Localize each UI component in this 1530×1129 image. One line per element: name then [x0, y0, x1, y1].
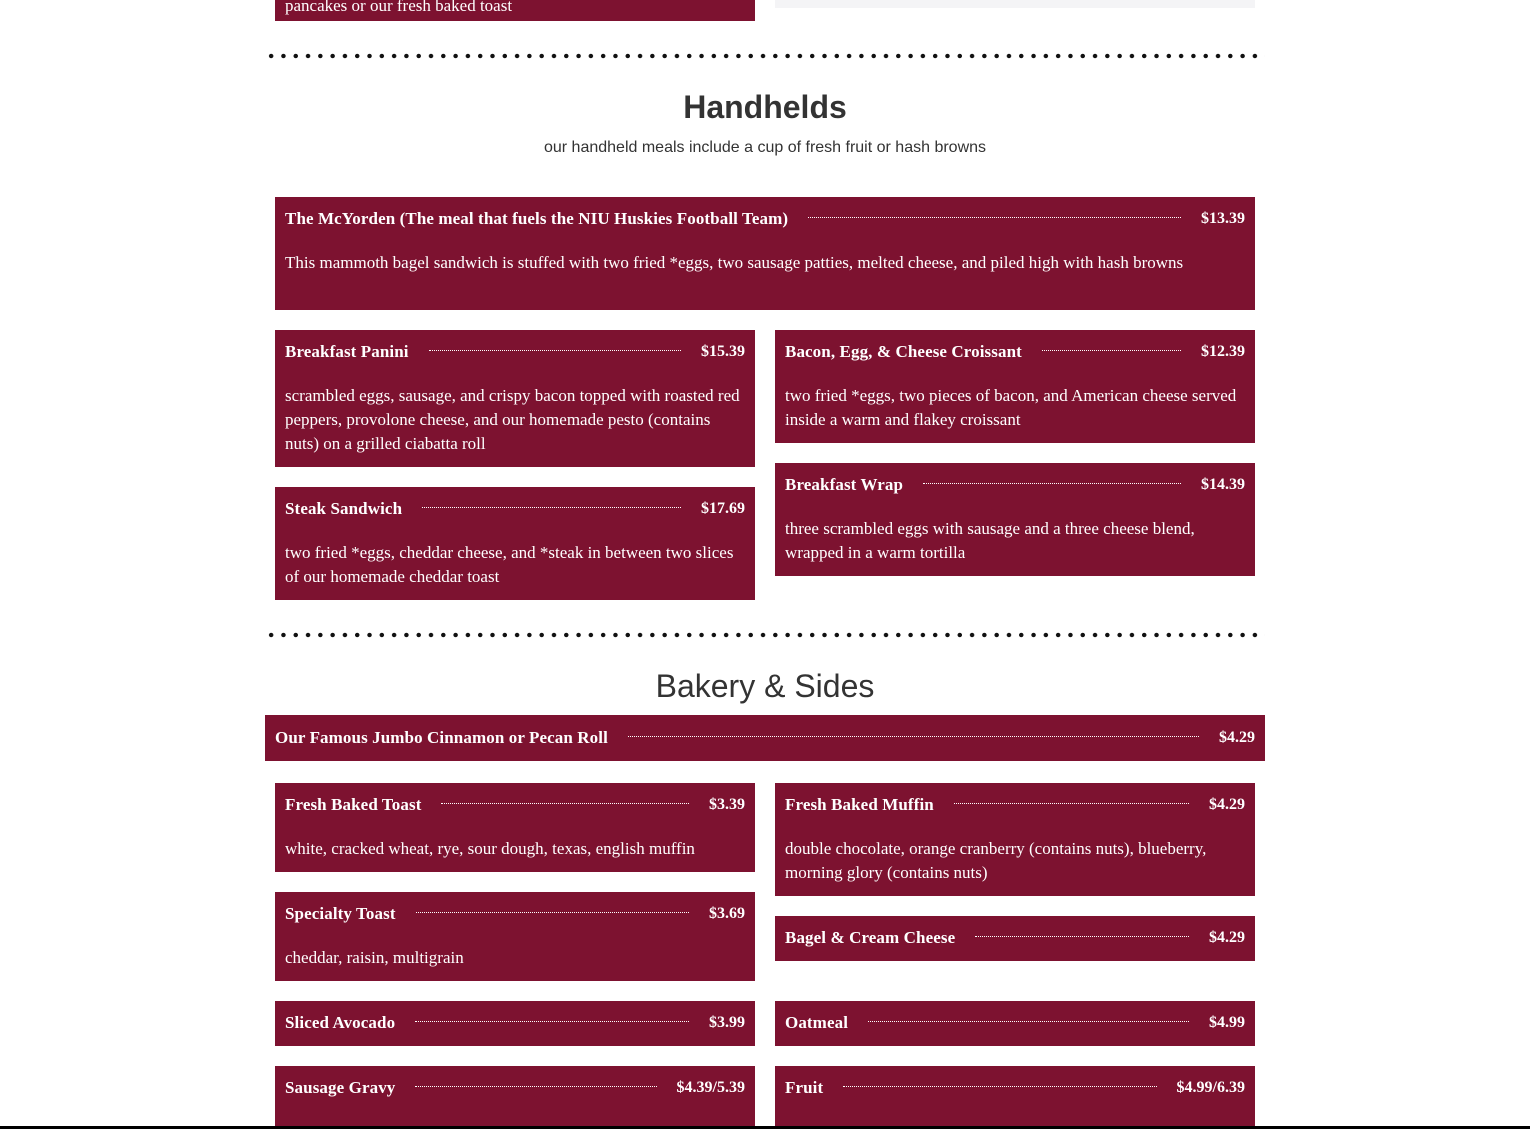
menu-item-name: Fresh Baked Muffin — [785, 795, 934, 814]
menu-item-name: Fresh Baked Toast — [285, 795, 422, 814]
menu-item-card — [275, 1001, 755, 1046]
menu-item-price: $3.69 — [709, 905, 745, 922]
menu-item-card — [275, 197, 1255, 310]
menu-item-card — [275, 487, 755, 600]
menu-item-price: $13.39 — [1201, 210, 1245, 227]
menu-item-card — [265, 715, 1265, 761]
menu-item-card — [775, 330, 1255, 443]
menu-item-card — [775, 1066, 1255, 1129]
menu-item-price: $4.39/5.39 — [676, 1079, 745, 1096]
menu-item-price: $12.39 — [1201, 343, 1245, 360]
dotted-leader — [415, 1021, 689, 1022]
dotted-divider — [265, 53, 1265, 59]
menu-item-name: Our Famous Jumbo Cinnamon or Pecan Roll — [275, 728, 608, 747]
dotted-leader — [416, 912, 689, 913]
menu-item-price: $4.99 — [1209, 1014, 1245, 1031]
menu-item-name: Specialty Toast — [285, 904, 396, 923]
menu-item-name: Sausage Gravy — [285, 1078, 396, 1097]
menu-item-description: double chocolate, orange cranberry (contains nuts), blueberry, morning glory (contains nuts) — [785, 839, 1207, 882]
menu-item-price: $3.99 — [709, 1014, 745, 1031]
faint-card-edge — [775, 0, 1255, 8]
menu-item-price: $4.29 — [1209, 796, 1245, 813]
menu-item-price: $4.29 — [1219, 729, 1255, 746]
dotted-divider — [265, 632, 1265, 638]
menu-item-card — [775, 783, 1255, 896]
dotted-leader — [843, 1086, 1156, 1087]
menu-item-card — [775, 463, 1255, 576]
dotted-leader — [1042, 350, 1181, 351]
menu-item-price: $15.39 — [701, 343, 745, 360]
menu-item-name: The McYorden (The meal that fuels the NIU Huskies Football Team) — [285, 209, 789, 228]
menu-item-name: Fruit — [785, 1078, 824, 1097]
menu-item-price: $3.39 — [709, 796, 745, 813]
menu-item-name: Oatmeal — [785, 1013, 849, 1032]
dotted-leader — [868, 1021, 1189, 1022]
menu-item-card — [775, 1001, 1255, 1046]
menu-item-description: This mammoth bagel sandwich is stuffed with two fried *eggs, two sausage patties, melted cheese, and piled high with hash browns — [285, 253, 1184, 272]
section-subtitle: our handheld meals include a cup of fresh fruit or hash browns — [543, 139, 987, 156]
menu-item-name: Breakfast Wrap — [785, 475, 904, 494]
menu-item-description: pancakes or our fresh baked toast — [285, 0, 513, 15]
menu-item-card — [275, 1066, 755, 1129]
dotted-leader — [808, 217, 1181, 218]
dotted-leader — [975, 936, 1189, 937]
menu-item-description: white, cracked wheat, rye, sour dough, texas, english muffin — [285, 839, 695, 858]
menu-item-card — [275, 0, 755, 21]
menu-item-description: scrambled eggs, sausage, and crispy bacon topped with roasted red peppers, provolone cheese, and our homemade pesto (contains nuts) on a grilled ciabatta roll — [285, 386, 740, 453]
menu-item-description: two fried *eggs, cheddar cheese, and *steak in between two slices of our homemade cheddar toast — [285, 543, 734, 586]
menu-item-price: $4.99/6.39 — [1176, 1079, 1245, 1096]
dotted-leader — [628, 736, 1199, 737]
dotted-leader — [415, 1086, 656, 1087]
section-title-handhelds: Handhelds — [683, 89, 847, 125]
menu-item-name: Breakfast Panini — [285, 342, 409, 361]
dotted-leader — [422, 507, 681, 508]
dotted-leader — [429, 350, 681, 351]
menu-item-name: Bagel & Cream Cheese — [785, 928, 956, 947]
menu-item-card — [275, 783, 755, 872]
section-title-bakery: Bakery & Sides — [655, 668, 875, 704]
dotted-leader — [923, 483, 1181, 484]
menu-item-description: three scrambled eggs with sausage and a three cheese blend, wrapped in a warm tortilla — [785, 519, 1195, 562]
menu-item-price: $14.39 — [1201, 476, 1245, 493]
dotted-leader — [954, 803, 1189, 804]
menu-item-name: Bacon, Egg, & Cheese Croissant — [785, 342, 1022, 361]
menu-item-description: two fried *eggs, two pieces of bacon, and American cheese served inside a warm and flakey croissant — [785, 386, 1237, 429]
menu-item-name: Sliced Avocado — [285, 1013, 396, 1032]
menu-item-card — [775, 916, 1255, 961]
menu-item-price: $17.69 — [701, 500, 745, 517]
menu-item-price: $4.29 — [1209, 929, 1245, 946]
dotted-leader — [441, 803, 689, 804]
menu-item-card — [275, 330, 755, 467]
menu-item-card — [275, 892, 755, 981]
menu-item-name: Steak Sandwich — [285, 499, 403, 518]
menu-item-description: cheddar, raisin, multigrain — [285, 948, 464, 967]
